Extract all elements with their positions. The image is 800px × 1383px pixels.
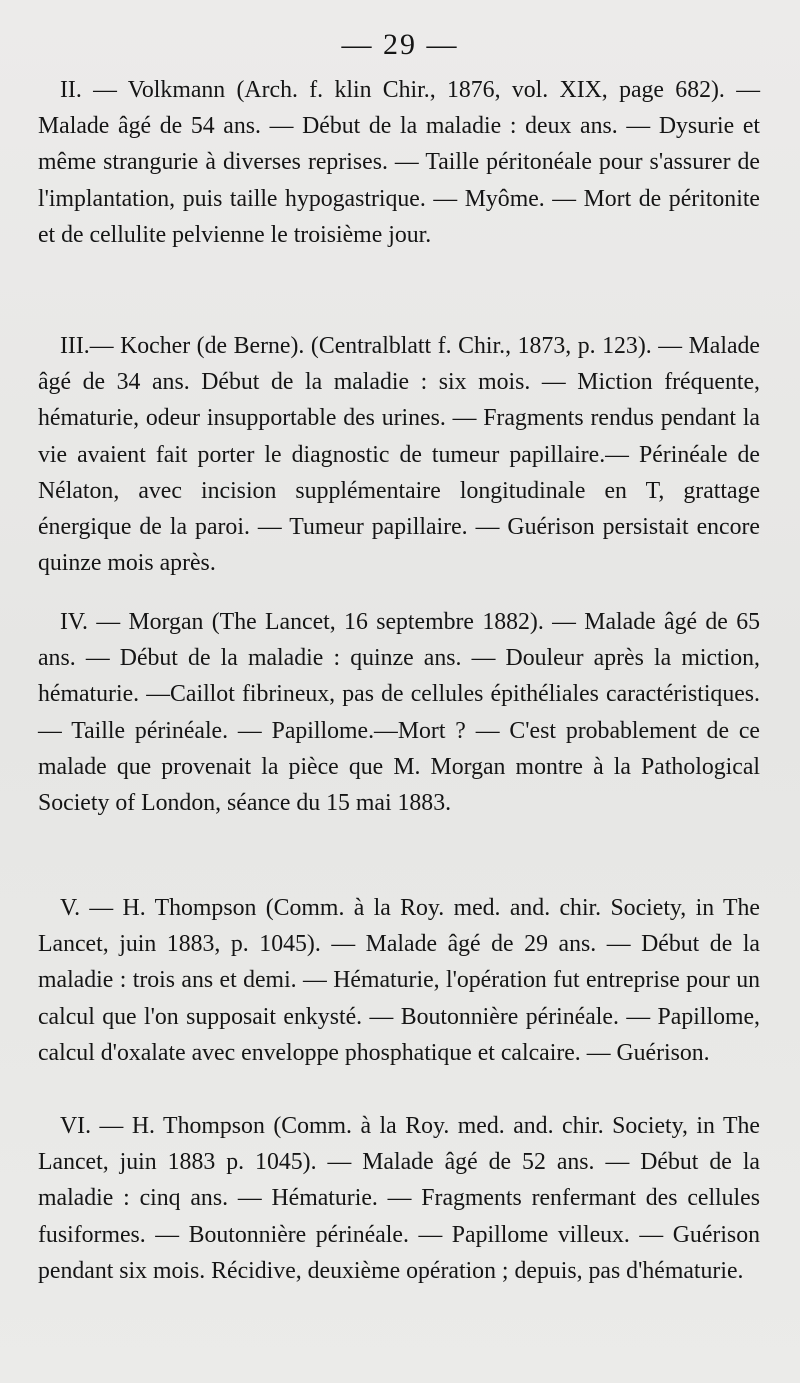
- case-text: III.— Kocher (de Berne). (Centralblatt f. Chir., 1873, p. 123). — Malade âgé de 34 ans. Début de la maladie : six mois. — Miction fréquente, hématurie, odeur insupportable des urines. — Fragments rendus pendant la vie avaient fait porter le diagnostic de tumeur papillaire.— Périnéale de Nélaton, avec incision supplémentaire longitudinale en T, grattage énergique de la paroi. — Tumeur papillaire. — Guérison persistait encore quinze mois après.: [38, 333, 760, 577]
- case-text: IV. — Morgan (The Lancet, 16 septembre 1882). — Malade âgé de 65 ans. — Début de la maladie : quinze ans. — Douleur après la miction, hématurie. —Caillot fibrineux, pas de cellules épithéliales caractéristiques. — Taille périnéale. — Papillome.—Mort ? — C'est probablement de ce malade que provenait la pièce que M. Morgan montre à la Pathological Society of London, séance du 15 mai 1883.: [38, 609, 760, 817]
- case-text: V. — H. Thompson (Comm. à la Roy. med. and. chir. Society, in The Lancet, juin 1883, p. 1045). — Malade âgé de 29 ans. — Début de la maladie : trois ans et demi. — Hématurie, l'opération fut entreprise pour un calcul que l'on supposait enkysté. — Boutonnière périnéale. — Papillome, calcul d'oxalate avec enveloppe phosphatique et calcaire. — Guérison.: [38, 895, 760, 1066]
- case-text: II. — Volkmann (Arch. f. klin Chir., 1876, vol. XIX, page 682). — Malade âgé de 54 ans. — Début de la maladie : deux ans. — Dysurie et même strangurie à diverses reprises. — Taille péritonéale pour s'assurer de l'implantation, puis taille hypogastrique. — Myôme. — Mort de péritonite et de cellulite pelvienne le troisième jour.: [38, 77, 760, 248]
- page-number: — 29 —: [341, 28, 459, 61]
- case-entry-2: [38, 72, 760, 253]
- case-entry-4: [38, 604, 760, 821]
- case-entry-6: [38, 1108, 760, 1289]
- case-text: VI. — H. Thompson (Comm. à la Roy. med. and. chir. Society, in The Lancet, juin 1883 p. 1045). — Malade âgé de 52 ans. — Début de la maladie : cinq ans. — Hématurie. — Fragments renfermant des cellules fusiformes. — Boutonnière périnéale. — Papillome villeux. — Guérison pendant six mois. Récidive, deuxième opération ; depuis, pas d'hématurie.: [38, 1113, 760, 1284]
- case-entry-5: [38, 890, 760, 1071]
- case-entry-3: [38, 328, 760, 581]
